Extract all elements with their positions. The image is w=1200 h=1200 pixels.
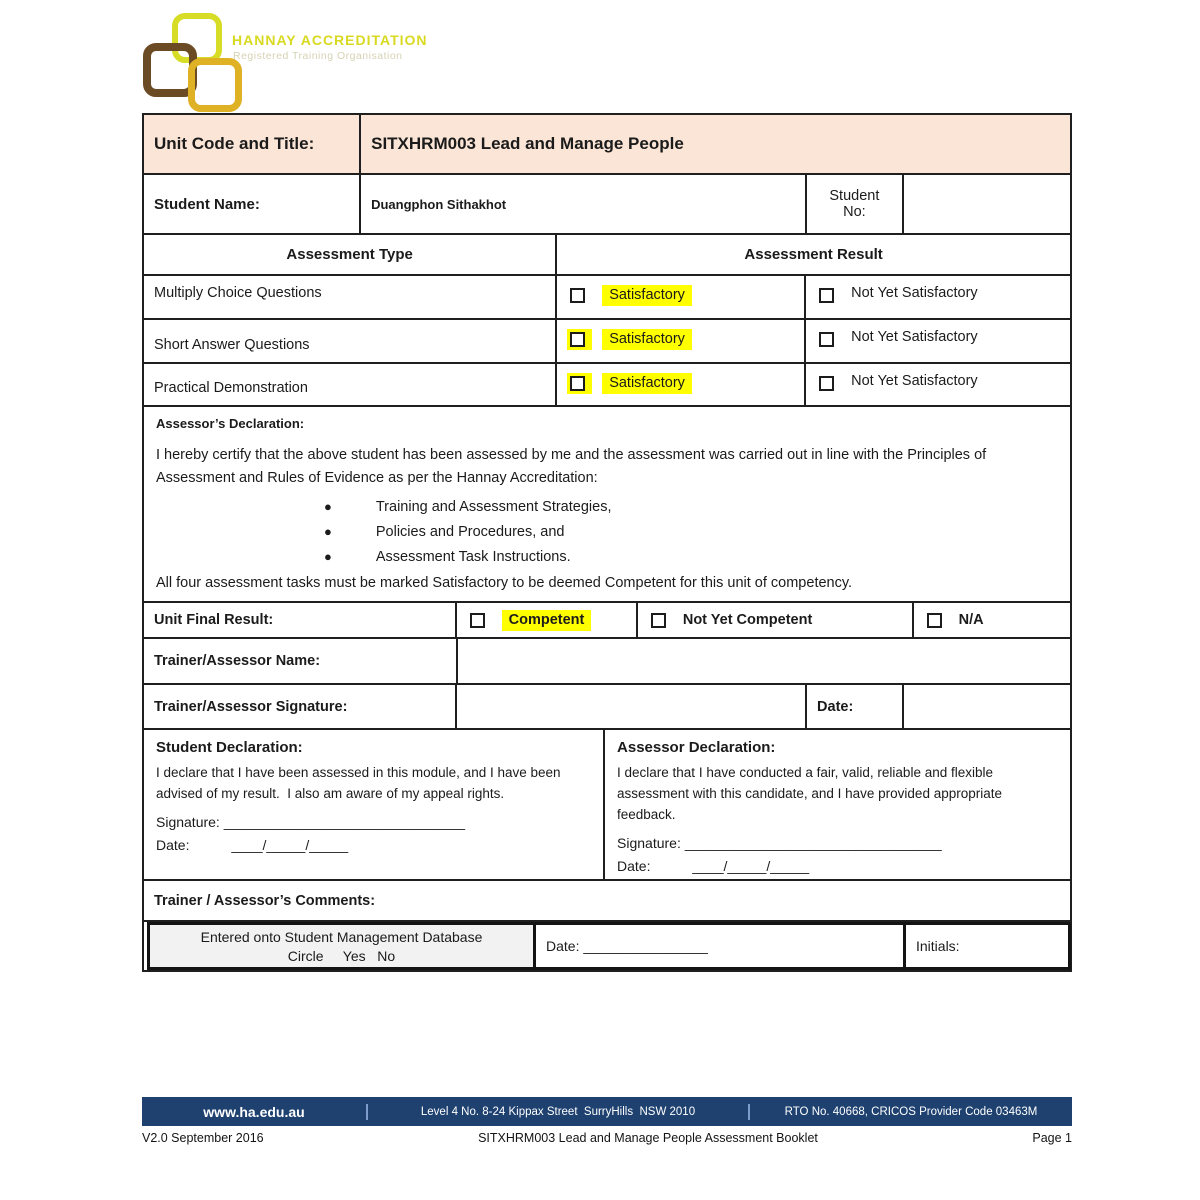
brand-tagline: Registered Training Organisation bbox=[233, 50, 403, 62]
checkbox-not-yet-competent[interactable] bbox=[648, 610, 673, 631]
assessor-declaration-body: I declare that I have conducted a fair, valid, reliable and flexible assessment with this candidate, and I have provided appropriate feedback. bbox=[617, 765, 1006, 822]
date-blank-line[interactable]: ____/_____/_____ bbox=[231, 836, 349, 853]
database-entry-row bbox=[147, 922, 1071, 970]
checkbox-saq-not-yet-satisfactory[interactable] bbox=[816, 329, 841, 350]
trainer-name-field[interactable] bbox=[458, 639, 1070, 683]
checkbox-icon bbox=[570, 332, 585, 347]
assessor-declaration-title: Assessor Declaration: bbox=[617, 739, 776, 756]
date-blank-line[interactable]: ____/_____/_____ bbox=[692, 857, 810, 874]
date-label: Date: bbox=[617, 857, 651, 874]
checkbox-mcq-satisfactory[interactable] bbox=[567, 285, 592, 306]
footer-website-link[interactable]: www.ha.edu.au bbox=[203, 1103, 305, 1120]
circle-no-option[interactable]: No bbox=[377, 947, 396, 964]
assessor-declaration-title: Assessor’s Declaration: bbox=[156, 416, 305, 431]
document-title-footer: SITXHRM003 Lead and Manage People Assessment Booklet bbox=[478, 1131, 818, 1145]
student-declaration-title: Student Declaration: bbox=[156, 739, 303, 756]
checkbox-icon bbox=[819, 376, 834, 391]
checkbox-icon bbox=[819, 332, 834, 347]
checkbox-icon bbox=[570, 376, 585, 391]
unit-code-label: Unit Code and Title: bbox=[144, 115, 361, 173]
assessor-declaration-section-right bbox=[605, 730, 1070, 879]
database-entry-cell bbox=[150, 925, 536, 967]
assessor-declaration-section bbox=[144, 407, 1070, 601]
checkbox-icon bbox=[570, 288, 585, 303]
unit-final-result-label: Unit Final Result: bbox=[144, 603, 457, 637]
signature-label: Signature: bbox=[156, 813, 220, 830]
assessment-result-header: Assessment Result bbox=[744, 246, 883, 263]
assessment-type-header: Assessment Type bbox=[144, 235, 557, 274]
checkbox-icon bbox=[927, 613, 942, 628]
trainer-date-field[interactable] bbox=[904, 685, 1070, 728]
bullet-icon: ● bbox=[324, 499, 332, 515]
satisfactory-label-highlighted: Satisfactory bbox=[602, 373, 692, 394]
bullet-text: Training and Assessment Strategies, bbox=[375, 499, 612, 516]
trainer-date-label: Date: bbox=[807, 685, 904, 728]
bullet-icon: ● bbox=[324, 524, 332, 540]
signature-label: Signature: bbox=[617, 834, 681, 851]
assessment-row-label: Practical Demonstration bbox=[144, 364, 557, 405]
bullet-item bbox=[324, 549, 1058, 565]
satisfactory-label-highlighted: Satisfactory bbox=[602, 285, 692, 306]
not-yet-satisfactory-label: Not Yet Satisfactory bbox=[851, 285, 978, 301]
unit-title: SITXHRM003 Lead and Manage People bbox=[361, 115, 1070, 173]
page-number: Page 1 bbox=[1032, 1131, 1072, 1145]
document-version: V2.0 September 2016 bbox=[142, 1131, 264, 1145]
date-blank-line[interactable]: ________________ bbox=[583, 938, 708, 954]
checkbox-practical-satisfactory-highlighted[interactable] bbox=[567, 373, 592, 394]
initials-label: Initials: bbox=[916, 938, 960, 954]
student-name-label: Student Name: bbox=[144, 175, 361, 233]
student-name-value: Duangphon Sithakhot bbox=[361, 175, 807, 233]
checkbox-mcq-not-yet-satisfactory[interactable] bbox=[816, 285, 841, 306]
checkbox-saq-satisfactory-highlighted[interactable] bbox=[567, 329, 592, 350]
brand-logo bbox=[140, 8, 560, 103]
trainer-name-label: Trainer/Assessor Name: bbox=[144, 639, 458, 683]
footer-rto-info: RTO No. 40668, CRICOS Provider Code 03463M bbox=[784, 1105, 1038, 1118]
trainer-signature-field[interactable] bbox=[457, 685, 807, 728]
na-label: N/A bbox=[958, 612, 984, 628]
circle-yes-option[interactable]: Yes bbox=[342, 947, 366, 964]
bullet-item bbox=[324, 499, 1058, 515]
assessor-declaration-body: I hereby certify that the above student has been assessed by me and the assessment was carried out in line with the Principles of Assessment and Rules of Evidence as per the Hannay Accreditation: bbox=[156, 447, 987, 487]
assessment-form-table bbox=[142, 113, 1072, 972]
page-meta-line bbox=[142, 1131, 1072, 1145]
footer-bar bbox=[142, 1097, 1072, 1126]
database-date-cell bbox=[536, 925, 906, 967]
bullet-text: Assessment Task Instructions. bbox=[375, 549, 571, 566]
date-label: Date: bbox=[156, 836, 190, 853]
footer-address: Level 4 No. 8-24 Kippax Street SurryHills NSW 2010 bbox=[420, 1105, 696, 1118]
checkbox-icon bbox=[651, 613, 666, 628]
circle-label: Circle bbox=[287, 947, 324, 964]
student-no-label: Student No: bbox=[807, 175, 904, 233]
trainer-comments-label: Trainer / Assessor’s Comments: bbox=[154, 892, 376, 909]
student-no-field[interactable] bbox=[904, 175, 1070, 233]
assessment-row-label: Short Answer Questions bbox=[144, 320, 557, 362]
not-yet-competent-label: Not Yet Competent bbox=[682, 612, 813, 628]
not-yet-satisfactory-label: Not Yet Satisfactory bbox=[851, 329, 978, 345]
bullet-text: Policies and Procedures, and bbox=[375, 524, 565, 541]
student-declaration-section bbox=[144, 730, 605, 879]
signature-blank-line[interactable]: _______________________________ bbox=[223, 813, 466, 830]
declaration-bullet-list bbox=[324, 499, 1058, 565]
competent-label-highlighted: Competent bbox=[502, 610, 592, 631]
checkbox-icon bbox=[470, 613, 485, 628]
date-label: Date: bbox=[546, 938, 580, 954]
student-declaration-body: I declare that I have been assessed in this module, and I have been advised of my result. I also am aware of my appeal rights. bbox=[156, 765, 565, 801]
database-entry-label: Entered onto Student Management Database bbox=[200, 928, 483, 945]
checkbox-icon bbox=[819, 288, 834, 303]
trainer-signature-label: Trainer/Assessor Signature: bbox=[144, 685, 457, 728]
logo-gold-square-icon bbox=[188, 58, 242, 112]
circle-options bbox=[288, 948, 395, 964]
signature-blank-line[interactable]: _________________________________ bbox=[684, 834, 942, 851]
declaration-note: All four assessment tasks must be marked Satisfactory to be deemed Competent for this unit of competency. bbox=[156, 575, 853, 592]
brand-name: HANNAY ACCREDITATION bbox=[232, 32, 428, 48]
checkbox-na[interactable] bbox=[924, 610, 949, 631]
bullet-item bbox=[324, 524, 1058, 540]
checkbox-competent[interactable] bbox=[467, 610, 492, 631]
assessment-row-label: Multiply Choice Questions bbox=[144, 276, 557, 318]
bullet-icon: ● bbox=[324, 549, 332, 565]
checkbox-practical-not-yet-satisfactory[interactable] bbox=[816, 373, 841, 394]
satisfactory-label-highlighted: Satisfactory bbox=[602, 329, 692, 350]
not-yet-satisfactory-label: Not Yet Satisfactory bbox=[851, 373, 978, 389]
